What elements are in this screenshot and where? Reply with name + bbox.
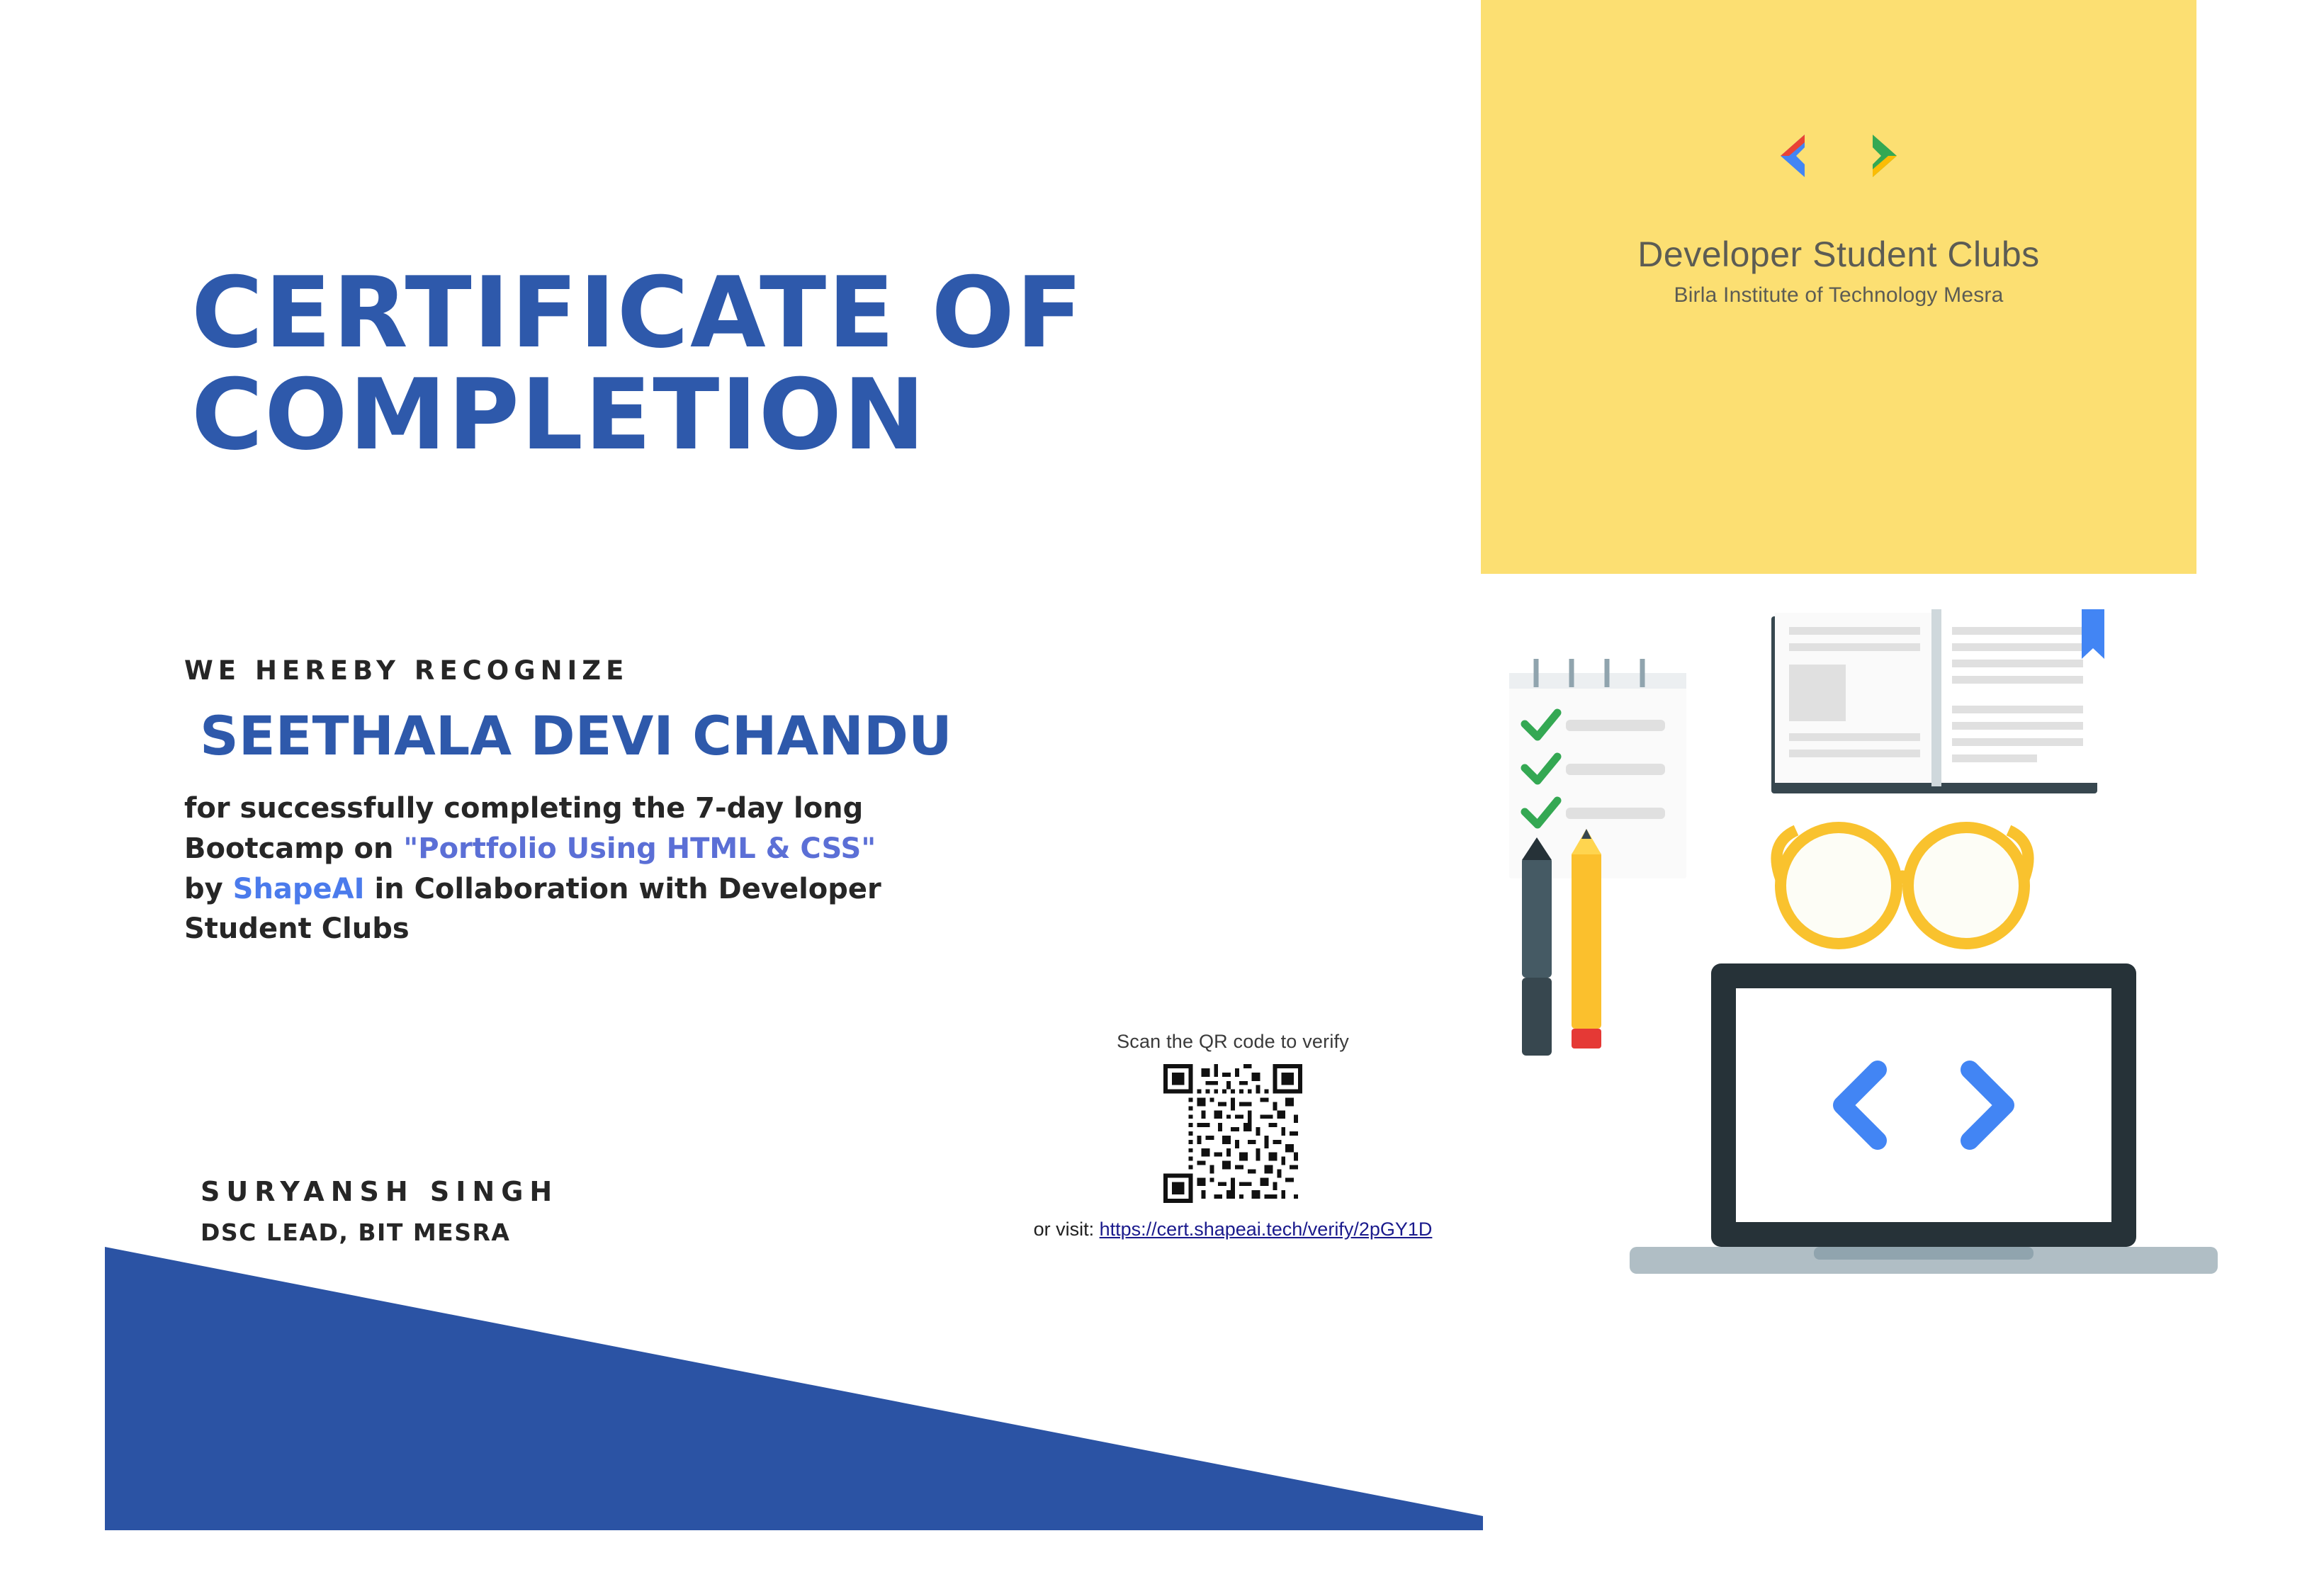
dsc-badge-card	[1481, 0, 2196, 574]
qr-caption: Scan the QR code to verify	[1117, 1031, 1349, 1052]
glasses-icon	[1776, 827, 2028, 944]
recognize-label: WE HEREBY RECOGNIZE	[184, 655, 629, 686]
qr-code-icon[interactable]	[1163, 1064, 1302, 1203]
verification-block	[1006, 1031, 1460, 1240]
pen-icon	[1522, 837, 1552, 1056]
organization-name: ShapeAI	[232, 872, 365, 905]
blue-wedge-decoration	[105, 1233, 1483, 1530]
signatory-name: SURYANSH SINGH	[201, 1176, 559, 1207]
recipient-name: SEETHALA DEVI CHANDU	[200, 704, 952, 767]
certificate-body-text	[184, 788, 935, 949]
course-name: "Portfolio Using HTML & CSS"	[403, 832, 876, 865]
body-part-4: in Collaboration with Developer	[364, 872, 881, 905]
signature-block	[201, 1176, 558, 1246]
certificate-right-panel	[1481, 0, 2324, 1577]
developer-student-clubs-logo-icon	[1768, 120, 1910, 198]
recognition-block	[184, 655, 1247, 949]
body-part-3: by	[184, 872, 233, 905]
study-illustration	[1481, 581, 2324, 1573]
body-part-2: Bootcamp on	[184, 832, 404, 865]
open-book-icon	[1771, 609, 2104, 793]
verification-url-line	[1006, 1219, 1460, 1240]
visit-prefix: or visit:	[1033, 1219, 1100, 1240]
signatory-role: DSC LEAD, BIT MESRA	[201, 1219, 511, 1246]
pencil-icon	[1572, 829, 1601, 1048]
title-line-2: COMPLETION	[191, 357, 927, 472]
dsc-org-name: Developer Student Clubs	[1637, 234, 2040, 274]
body-part-1: for successfully completing the 7-day long	[184, 792, 864, 825]
title-line-1: CERTIFICATE OF	[191, 256, 1085, 370]
certificate-title	[191, 256, 1410, 472]
laptop-code-icon	[1630, 963, 2218, 1274]
dsc-institution-name: Birla Institute of Technology Mesra	[1674, 283, 2004, 307]
body-part-5: Student Clubs	[184, 912, 410, 946]
verification-url-link[interactable]: https://cert.shapeai.tech/verify/2pGY1D	[1099, 1219, 1433, 1240]
